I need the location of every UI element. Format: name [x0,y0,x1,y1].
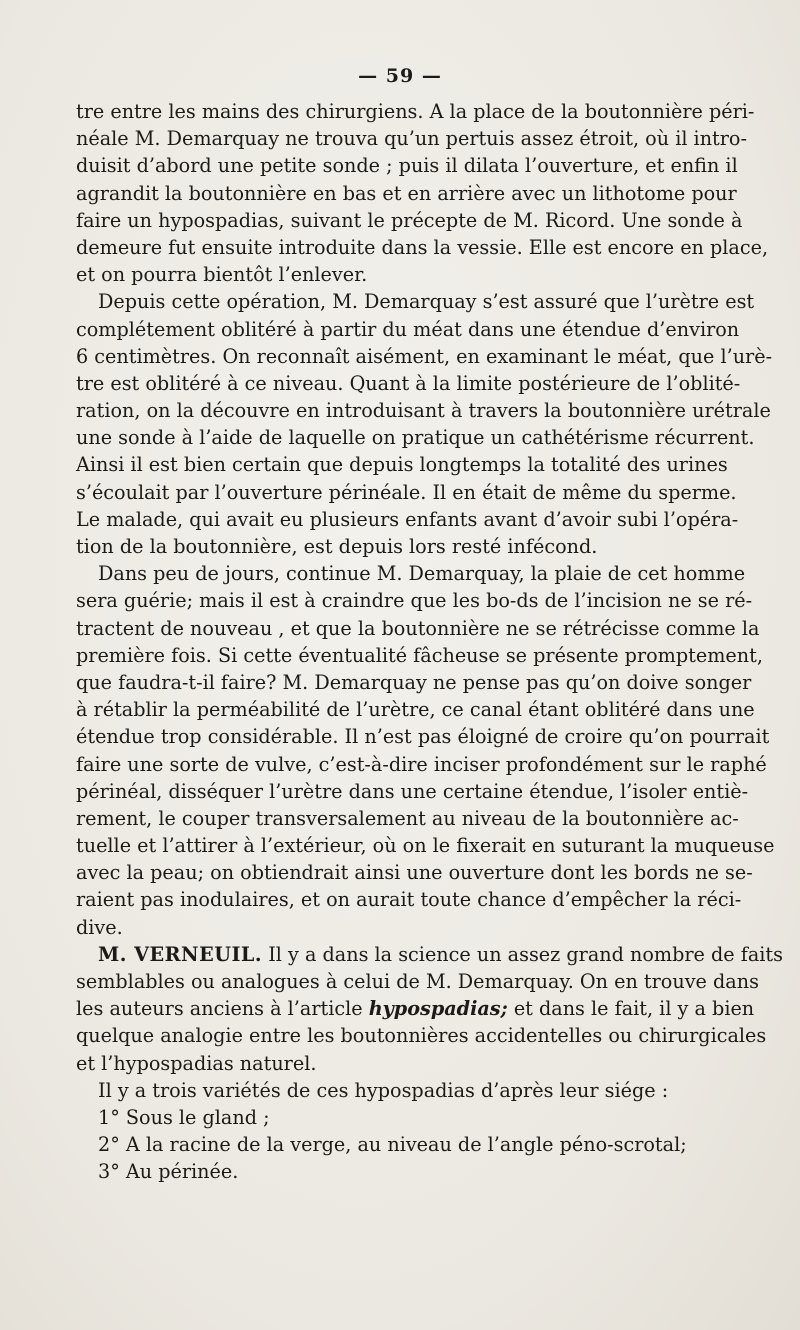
text-line: rement, le couper transversalement au niveau de la boutonnière ac- [76,806,739,830]
text-line: tion de la boutonnière, est depuis lors resté infécond. [76,535,598,558]
text-line: duisit d’abord une petite sonde ; puis il dilata l’ouverture, et enfin il [76,154,738,178]
text-line: s’écoulait par l’ouverture périnéale. Il en était de même du sperme. [76,480,737,504]
text-line: faire un hypospadias, suivant le précepte de M. Ricord. Une sonde à [76,208,743,232]
enumerated-list [76,1104,696,1186]
text-line: que faudra-t-il faire? M. Demarquay ne pense pas qu’on doive songer [76,670,752,694]
text-line: tre est oblitéré à ce niveau. Quant à la limite postérieure de l’oblité- [76,371,741,395]
text-line: complétement oblitéré à partir du méat dans une étendue d’environ [76,317,740,341]
text-segment: les auteurs anciens à l’article [76,997,363,1021]
text-line: tuelle et l’attirer à l’extérieur, où on le fixerait en suturant la muqueuse [76,834,775,858]
text-segment: et dans le fait, il y a bien [513,997,755,1021]
text-line: semblables ou analogues à celui de M. Demarquay. On en trouve dans [76,970,759,993]
list-item: 3° Au périnée. [98,1160,239,1184]
text-line: Le malade, qui avait eu plusieurs enfants avant d’avoir subi l’opéra- [76,507,739,531]
page-number: — 59 — [358,65,442,87]
text-line: tre entre les mains des chirurgiens. A la place de la boutonnière péri- [76,100,755,123]
text-segment: Il y a dans la science un assez grand nombre de faits [268,942,783,966]
text-line: Ainsi il est bien certain que depuis longtemps la totalité des urines [76,453,728,477]
text-line: périnéal, disséquer l’urètre dans une certaine étendue, l’isoler entiè- [76,779,749,803]
list-item: 2° A la racine de la verge, au niveau de l’angle péno-scrotal; [98,1133,687,1157]
text-line: ration, on la découvre en introduisant à travers la boutonnière urétrale [76,399,771,423]
text-line: tractent de nouveau , et que la boutonnière ne se rétrécisse comme la [76,616,760,640]
text-line: sera guérie; mais il est à craindre que les bo-ds de l’incision ne se ré- [76,589,753,613]
text-line: quelque analogie entre les boutonnières accidentelles ou chirurgicales [76,1024,767,1048]
text-line: néale M. Demarquay ne trouva qu’un pertuis assez étroit, où il intro- [76,127,747,151]
text-line: Depuis cette opération, M. Demarquay s’est assuré que l’urètre est [98,290,755,314]
paragraph-1 [76,98,769,288]
text-line [76,941,783,968]
text-line: à rétablir la perméabilité de l’urètre, ce canal étant oblitéré dans une [76,698,755,722]
paragraph-5 [76,1077,696,1104]
list-item: 1° Sous le gland ; [98,1105,270,1129]
text-line: première fois. Si cette éventualité fâcheuse se présente promptement, [76,643,763,667]
paragraph-2 [76,288,773,560]
text-line: raient pas inodulaires, et on aurait toute chance d’empêcher la réci- [76,888,742,912]
paragraph-3 [76,560,775,941]
text-line [76,995,755,1022]
text-line: dive. [76,915,123,939]
text-line: avec la peau; on obtiendrait ainsi une ouverture dont les bords ne se- [76,861,753,885]
text-line: 6 centimètres. On reconnaît aisément, en examinant le méat, que l’urè- [76,344,773,368]
text-line: et l’hypospadias naturel. [76,1051,317,1075]
text-line: une sonde à l’aide de laquelle on pratique un cathétérisme récurrent. [76,426,755,450]
text-line: demeure fut ensuite introduite dans la vessie. Elle est encore en place, [76,235,769,259]
paragraph-4 [76,941,783,1077]
text-line: agrandit la boutonnière en bas et en arrière avec un lithotome pour [76,181,737,205]
text-line: et on pourra bientôt l’enlever. [76,263,368,287]
speaker-name: M. VERNEUIL. [98,942,263,966]
text-line: Dans peu de jours, continue M. Demarquay, la plaie de cet homme [98,562,746,586]
text-line: étendue trop considérable. Il n’est pas éloigné de croire qu’on pourrait [76,725,770,749]
text-line: faire une sorte de vulve, c’est-à-dire inciser profondément sur le raphé [76,752,767,776]
italic-term: hypospadias; [368,997,508,1021]
body-text [76,98,783,1186]
text-line: Il y a trois variétés de ces hypospadias d’après leur siége : [98,1078,669,1102]
